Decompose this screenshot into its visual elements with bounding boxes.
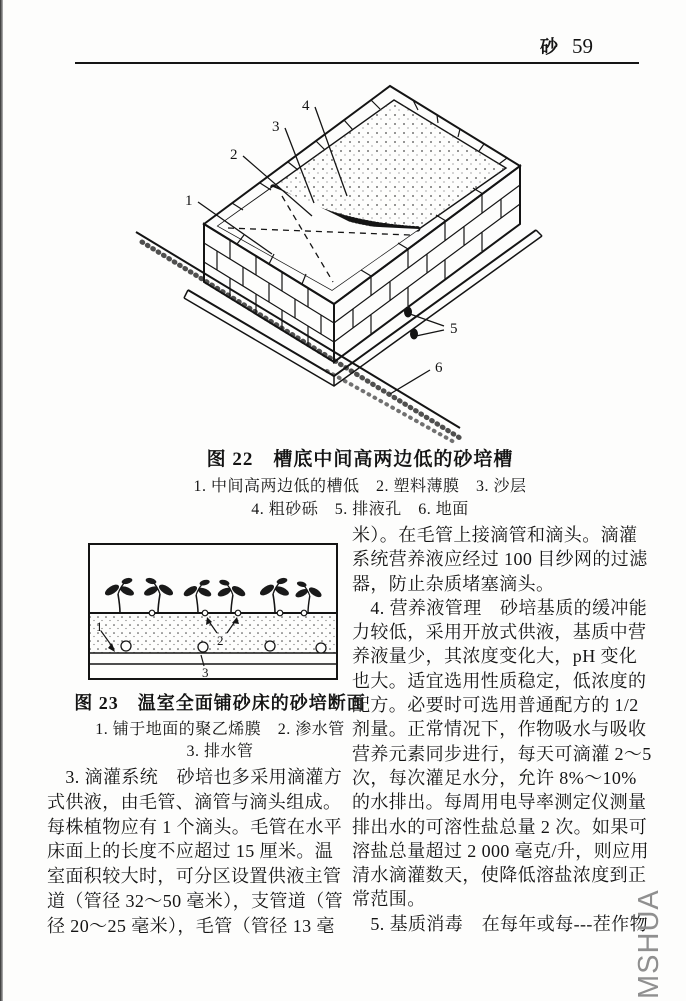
page-scan-edge <box>0 0 3 1001</box>
fig22-number-1: 1 <box>185 193 193 209</box>
body-column-left <box>47 765 350 939</box>
ground-stipple2 <box>327 371 454 442</box>
body-line: 床面上的长度不应超过 15 厘米。温 <box>47 841 334 862</box>
body-line: 清水滴灌数天，使降低溶盐浓度到正 <box>352 865 647 886</box>
figure23-caption-items-2: 3. 排水管 <box>186 743 254 760</box>
body-line: 米）。在毛管上接滴管和滴头。滴灌 <box>352 525 638 545</box>
page-number: 59 <box>572 34 593 58</box>
body-line: 营养元素同步进行，每天可滴灌 2～5 <box>352 743 652 764</box>
body-line: 5. 基质消毒 在每年或每---茬作物 <box>352 913 648 934</box>
running-head-section: 砂 <box>540 37 558 57</box>
fig22-number-4: 4 <box>302 98 310 114</box>
body-line: 式供液，由毛管、滴管与滴头组成。 <box>47 791 342 812</box>
page-header <box>540 33 593 59</box>
drain-hole <box>404 307 412 318</box>
body-line: 排出水的可溶性盐总量 2 次。如果可 <box>352 816 648 837</box>
figure22-diagram <box>122 76 584 446</box>
body-line: 养液量少，其浓度变化大，pH 变化 <box>352 646 638 667</box>
fig22-number-3: 3 <box>272 119 280 135</box>
body-line: 次，每次灌足水分，允许 8%～10% <box>352 767 637 788</box>
body-line: 道（管径 32～50 毫米），支管道（管 <box>47 890 343 911</box>
body-line: 配方。必要时可选用普通配方的 1/2 <box>352 695 639 716</box>
body-column-right <box>352 523 652 936</box>
body-line: 溶盐总量超过 2 000 毫克/升，则应用 <box>352 840 649 861</box>
figure22-caption-items-1: 1. 中间高两边低的槽低 2. 塑料薄膜 3. 沙层 <box>193 478 527 495</box>
body-line: 系统营养液应经过 100 目纱网的过滤 <box>352 549 648 570</box>
body-line: 器，防止杂质堵塞滴头。 <box>352 573 555 594</box>
fig22-number-5: 5 <box>450 321 458 337</box>
fig23-frame <box>89 544 337 679</box>
fig23-number-1: 1 <box>96 619 103 634</box>
body-line: 4. 营养液管理 砂培基质的缓冲能 <box>352 597 648 618</box>
figure23-caption-title: 图 23 温室全面铺砂床的砂培断面 <box>74 693 366 713</box>
fig22-number-6: 6 <box>435 360 443 376</box>
body-line: 常范围。 <box>352 889 426 910</box>
drain-hole <box>410 329 418 340</box>
fig23-number-3: 3 <box>202 665 209 680</box>
watermark: MSHUA <box>633 889 665 999</box>
fig22-number-2: 2 <box>230 147 238 163</box>
figure22-caption-title: 图 22 槽底中间高两边低的砂培槽 <box>206 449 514 470</box>
body-line: 力较低，采用开放式供液，基质中营 <box>352 622 647 643</box>
body-line: 的水排出。每周用电导率测定仪测量 <box>352 792 647 813</box>
fig23-number-2: 2 <box>217 633 224 648</box>
body-line: 3. 滴灌系统 砂培也多采用滴灌方 <box>47 767 343 787</box>
figure23-caption-items-1: 1. 铺于地面的聚乙烯膜 2. 渗水管 <box>95 721 345 738</box>
figure23-diagram <box>88 543 338 680</box>
body-line: 径 20～25 毫米），毛管（管径 13 毫 <box>47 915 335 936</box>
body-line: 也大。适宜选用性质稳定，低浓度的 <box>352 670 647 691</box>
body-line: 每株植物应有 1 个滴头。毛管在水平 <box>47 816 343 837</box>
header-rule <box>75 62 639 64</box>
figure22-caption-items-2: 4. 粗砂砾 5. 排液孔 6. 地面 <box>251 501 469 518</box>
body-line: 剂量。正常情况下，作物吸水与吸收 <box>352 719 647 740</box>
body-line: 室面积较大时，可分区设置供液主管 <box>47 866 342 887</box>
